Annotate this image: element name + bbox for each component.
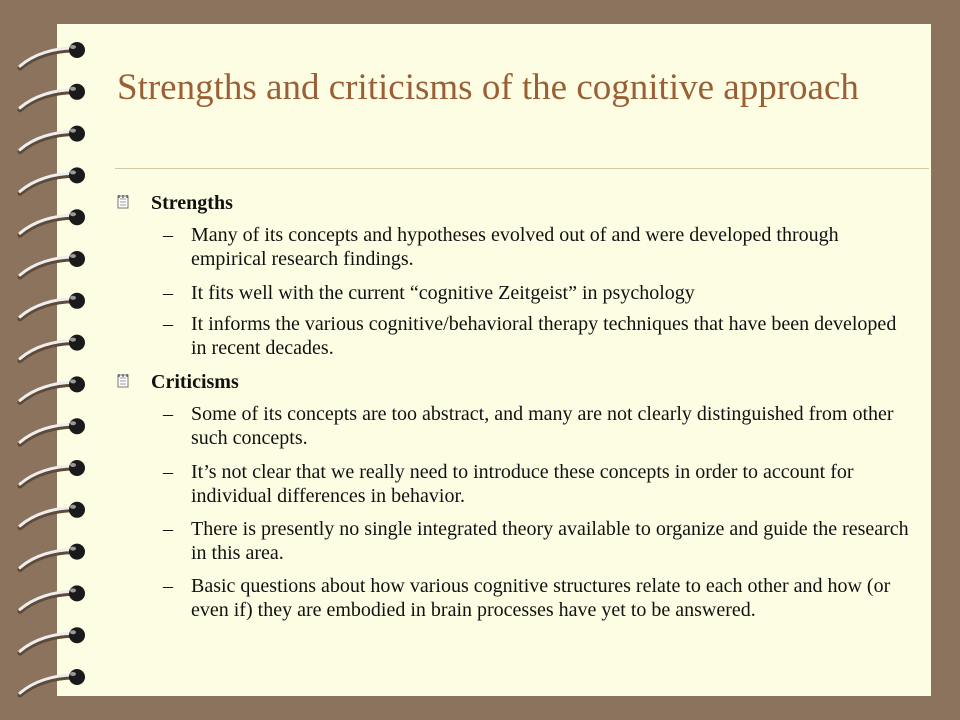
dash-marker: – (163, 403, 173, 425)
list-item-text: There is presently no single integrated theory available to organize and guide the research in this area. (191, 518, 909, 564)
dash-marker: – (163, 518, 173, 540)
binding-ring (20, 502, 85, 528)
list-item-text: Some of its concepts are too abstract, and many are not clearly distinguished from other such concepts. (191, 403, 894, 449)
list-item-text: It fits well with the current “cognitive Zeitgeist” in psychology (191, 282, 695, 304)
binding-ring (20, 126, 85, 152)
dash-marker: – (163, 224, 173, 246)
binding-ring (20, 167, 85, 193)
binding-ring (20, 42, 85, 68)
slide-title: Strengths and criticisms of the cognitive approach (117, 67, 859, 108)
notepad-bullet-icon (117, 195, 129, 209)
binding-ring (20, 293, 85, 319)
dash-marker: – (163, 313, 173, 335)
bullet-strengths (117, 191, 897, 215)
binding-ring (20, 209, 85, 235)
binding-ring (20, 627, 85, 653)
dash-marker: – (163, 282, 173, 304)
binding-ring (20, 544, 85, 570)
binding-ring (20, 251, 85, 277)
binding-ring (20, 418, 85, 444)
binding-ring (20, 669, 85, 695)
list-item-text: Basic questions about how various cognitive structures relate to each other and how (or even if) they are embodied in brain processes have yet to be answered. (191, 575, 891, 621)
binding-ring (20, 376, 85, 402)
section-heading: Criticisms (151, 371, 239, 393)
bullet-criticisms (117, 370, 897, 394)
dash-marker: – (163, 461, 173, 483)
section-heading: Strengths (151, 192, 233, 214)
binding-ring (20, 460, 85, 486)
dash-marker: – (163, 575, 173, 597)
list-item-text: It’s not clear that we really need to introduce these concepts in order to account for individual differences in behavior. (191, 461, 854, 507)
binding-ring (20, 335, 85, 361)
spiral-binding-icon (0, 0, 100, 720)
binding-ring (20, 84, 85, 110)
title-divider (115, 168, 929, 169)
slide-page (57, 24, 931, 696)
list-item-text: It informs the various cognitive/behavioral therapy techniques that have been developed in recent decades. (191, 313, 897, 359)
binding-ring (20, 585, 85, 611)
list-item-text: Many of its concepts and hypotheses evolved out of and were developed through empirical research findings. (191, 224, 839, 270)
notepad-bullet-icon (117, 374, 129, 388)
